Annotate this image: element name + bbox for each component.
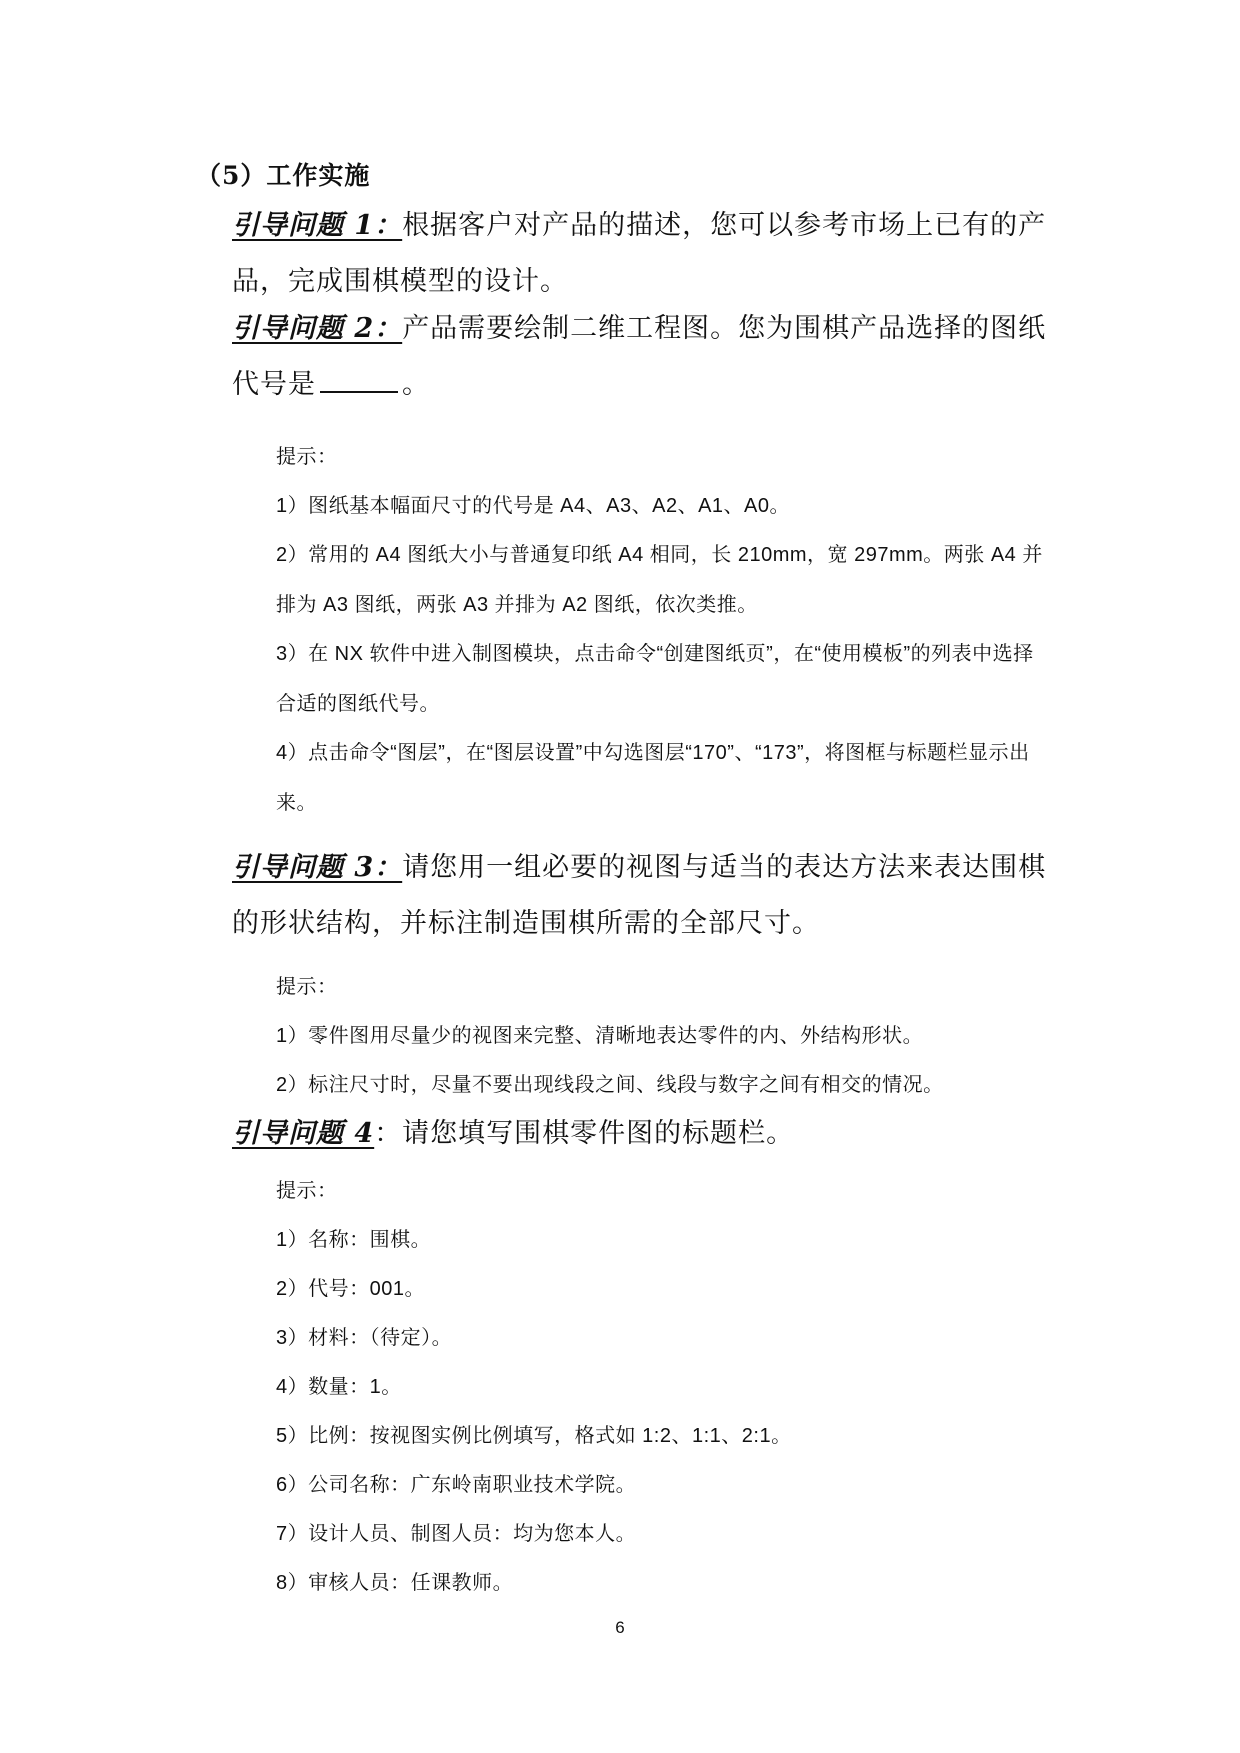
question-4-hint-title: 提示： [276, 1180, 338, 1202]
question-3-hint-2: 2）标注尺寸时，尽量不要出现线段之间、线段与数字之间有相交的情况。 [276, 1074, 944, 1096]
question-4-hint-3: 3）材料：（待定）。 [276, 1327, 453, 1349]
question-4-hint-1: 1）名称：围棋。 [276, 1229, 432, 1251]
question-3 [232, 840, 1050, 952]
question-4-hint-4: 4）数量：1。 [276, 1376, 402, 1398]
question-2-hint-4 [276, 728, 1050, 828]
question-2-hint-2-text: 2）常用的 A4 图纸大小与普通复印纸 A4 相同，长 210mm，宽 297mm。两张 A4 并排为 A3 图纸，两张 A3 并排为 A2 图纸，依次类推。 [276, 544, 1043, 616]
question-2-hint-title: 提示： [276, 446, 338, 468]
question-1-text: 根据客户对产品的描述，您可以参考市场上已有的产品，完成围棋模型的设计。 [232, 210, 1047, 297]
question-2-label: 引导问题 2： [232, 313, 403, 344]
question-1 [232, 198, 1050, 310]
question-2 [232, 301, 1050, 413]
question-2-hint-3-text: 3）在 NX 软件中进入制图模块，点击命令“创建图纸页”，在“使用模板”的列表中选择合适的图纸代号。 [276, 643, 1034, 715]
question-2-text-end: 。 [402, 369, 430, 400]
question-2-text: 产品需要绘制二维工程图。您为围棋产品选择的图纸代号是 [232, 313, 1047, 400]
question-4-text: ：请您填写围棋零件图的标题栏。 [374, 1118, 795, 1149]
question-4-hint-6: 6）公司名称：广东岭南职业技术学院。 [276, 1474, 637, 1496]
answer-blank[interactable] [320, 369, 398, 393]
question-4-hint-8: 8）审核人员：任课教师。 [276, 1572, 514, 1594]
question-3-text: 请您用一组必要的视图与适当的表达方法来表达围棋的形状结构，并标注制造围棋所需的全部尺寸。 [232, 852, 1047, 939]
section-heading: （5）工作实施 [196, 161, 371, 190]
question-1-label: 引导问题 1： [232, 210, 403, 241]
question-2-hint-4-text: 4）点击命令“图层”，在“图层设置”中勾选图层“170”、“173”，将图框与标题栏显示出来。 [276, 742, 1030, 814]
question-4-hint-7: 7）设计人员、制图人员：均为您本人。 [276, 1523, 637, 1545]
question-3-hint-title: 提示： [276, 976, 338, 998]
question-4-label: 引导问题 4 [232, 1118, 375, 1149]
question-3-hint-1: 1）零件图用尽量少的视图来完整、清晰地表达零件的内、外结构形状。 [276, 1025, 924, 1047]
question-3-label: 引导问题 3： [232, 852, 403, 883]
question-2-hint-3 [276, 629, 1050, 729]
page-number: 6 [615, 1618, 625, 1637]
question-4 [232, 1106, 1050, 1162]
question-4-hint-2: 2）代号：001。 [276, 1278, 425, 1300]
question-4-hint-5: 5）比例：按视图实例比例填写，格式如 1:2、1:1、2:1。 [276, 1425, 792, 1447]
question-2-hint-1: 1）图纸基本幅面尺寸的代号是 A4、A3、A2、A1、A0。 [276, 495, 790, 517]
question-2-hint-2 [276, 530, 1050, 630]
